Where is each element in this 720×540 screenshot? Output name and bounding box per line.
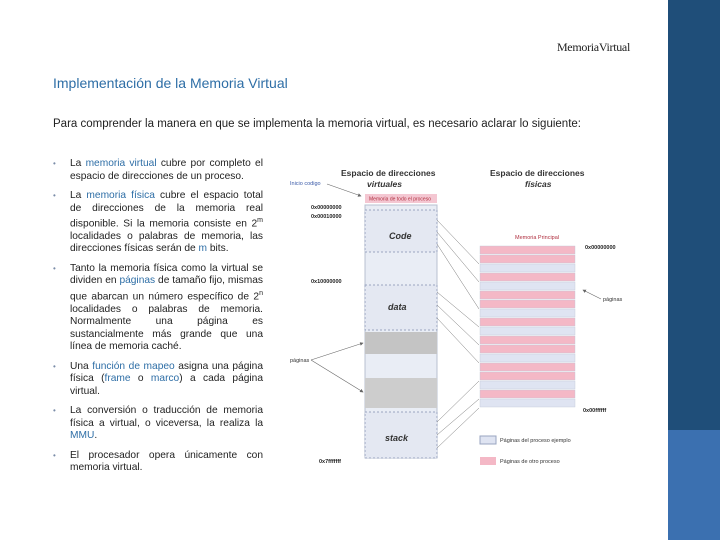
pages-right-arrow — [583, 290, 601, 299]
process-memory-label: Memoria de todo el proceso — [369, 196, 431, 203]
physical-page-other — [480, 273, 575, 281]
bullet-text-segment: La conversión o traducción de memoria física a virtual, o viceversa, la realiza la — [70, 405, 263, 429]
bullet-text-segment: localidades o palabras de memoria, las direcciones físicas serán de — [70, 230, 263, 255]
mapping-line — [437, 408, 479, 448]
bullet-text-segment: cubre por completo el espacio de direcciones de un proceso. — [70, 158, 263, 182]
intro-paragraph: Para comprender la manera en que se implementa la memoria virtual, es necesario aclarar lo siguiente: — [53, 118, 581, 130]
mapping-line — [437, 232, 479, 282]
bullet-text-segment: m — [257, 217, 263, 224]
bullet-item — [53, 405, 263, 443]
bullet-text-segment: memoria virtual — [85, 158, 157, 169]
bullet-text-segment: m — [198, 243, 208, 255]
bullet-dot-icon: • — [53, 361, 56, 371]
physical-page-process — [480, 381, 575, 389]
bullet-text-segment: MMU — [70, 430, 95, 442]
gray-page-1 — [365, 332, 437, 354]
side-bar-bottom — [668, 430, 720, 540]
start-arrow — [327, 184, 361, 196]
bullet-item — [53, 361, 263, 399]
virtual-title-2: virtuales — [367, 179, 402, 189]
physical-page-other — [480, 255, 575, 263]
bullet-item — [53, 158, 263, 183]
physical-page-process — [480, 282, 575, 290]
legend-1: Páginas del proceso ejemplo — [500, 438, 571, 444]
phys-addr-bottom: 0x00ffffff — [583, 408, 607, 414]
bullet-text-segment: Tanto la memoria física como la virtual se dividen en — [70, 262, 263, 287]
pages-right-label: páginas — [603, 297, 623, 303]
mapping-line — [437, 292, 479, 327]
bullet-text-segment: La — [70, 190, 87, 201]
physical-page-other — [480, 246, 575, 254]
bullet-text-segment: asigna una página física ( — [70, 360, 263, 385]
mapping-line — [437, 244, 479, 309]
bullet-item — [53, 263, 263, 354]
code-label: Code — [389, 231, 412, 241]
bullet-list — [53, 158, 263, 482]
bullet-text-segment: Una — [70, 360, 93, 372]
physical-page-process — [480, 327, 575, 335]
physical-page-other — [480, 291, 575, 299]
physical-title-2: físicas — [525, 179, 552, 189]
mapping-line — [437, 220, 479, 264]
stack-label: stack — [385, 433, 409, 443]
bullet-text-segment: bits. — [207, 243, 229, 255]
bullet-dot-icon: • — [53, 191, 56, 200]
physical-memory-column — [480, 246, 575, 407]
bullet-text-segment: páginas — [119, 275, 156, 287]
bullet-text-segment: función de mapeo — [92, 360, 175, 372]
main-memory-label: Memoria Principal — [515, 235, 560, 241]
side-bar-top — [668, 0, 720, 430]
bullet-dot-icon: • — [53, 450, 56, 460]
bullet-item — [53, 450, 263, 475]
bullet-text-segment: cubre el espacio total de direcciones de la memoria real disponible. Si la memoria consiste en 2 — [70, 190, 264, 230]
gray-page-2 — [365, 378, 437, 408]
bullet-text-segment: o — [130, 373, 151, 385]
phys-addr-top: 0x00000000 — [585, 245, 616, 251]
legend-swatch-1 — [480, 436, 496, 444]
physical-page-other — [480, 345, 575, 353]
pages-left-arrow — [311, 343, 363, 360]
physical-title-1: Espacio de direcciones — [490, 168, 585, 178]
bullet-text-segment: n — [259, 289, 263, 297]
bullet-text-segment: El procesador opera únicamente con memoria virtual. — [70, 449, 263, 474]
physical-page-process — [480, 354, 575, 362]
bullet-text-segment: memoria física — [86, 190, 155, 201]
bullet-dot-icon: • — [53, 263, 56, 273]
virtual-memory-diagram — [285, 160, 635, 470]
bullet-text-segment: de tamaño fijo, mismas que abarcan un número específico de 2 — [70, 275, 264, 303]
physical-page-other — [480, 372, 575, 380]
mapping-lines — [437, 220, 479, 448]
virtual-title-1: Espacio de direcciones — [341, 168, 436, 178]
bullet-dot-icon: • — [53, 159, 56, 168]
addr-4: 0x7fffffff — [319, 459, 341, 465]
bullet-dot-icon: • — [53, 406, 56, 416]
side-decoration — [668, 0, 720, 540]
pages-left-label: páginas — [290, 358, 310, 364]
mapping-line — [437, 381, 479, 422]
mapping-line — [437, 399, 479, 435]
legend-swatch-2 — [480, 457, 496, 465]
physical-page-process — [480, 264, 575, 272]
slide-title: Implementación de la Memoria Virtual — [53, 75, 288, 91]
bullet-item — [53, 190, 263, 256]
bullet-text-segment: La — [70, 158, 86, 169]
addr-1: 0x00000000 — [311, 205, 342, 211]
physical-page-process — [480, 399, 575, 407]
start-label: Inicio codigo — [290, 181, 321, 187]
legend-2: Páginas de otro proceso — [500, 459, 560, 465]
data-label: data — [388, 302, 407, 312]
addr-3: 0x10000000 — [311, 279, 342, 285]
physical-page-other — [480, 300, 575, 308]
addr-2: 0x00010000 — [311, 214, 342, 220]
bullet-text-segment: marco — [150, 373, 180, 385]
bullet-text-segment: ) a cada página virtual. — [70, 373, 263, 397]
physical-page-other — [480, 363, 575, 371]
bullet-text-segment: frame — [104, 373, 131, 385]
physical-page-other — [480, 390, 575, 398]
pages-left-arrow-2 — [311, 360, 363, 392]
physical-page-other — [480, 318, 575, 326]
bullet-text-segment: localidades o palabras de memoria. Normalmente una página es sustancialmente más grande que una línea de memoria caché. — [70, 303, 263, 353]
physical-page-process — [480, 309, 575, 317]
deck-title: MemoriaVirtual — [556, 40, 630, 54]
bullet-text-segment: . — [94, 430, 98, 442]
physical-page-other — [480, 336, 575, 344]
